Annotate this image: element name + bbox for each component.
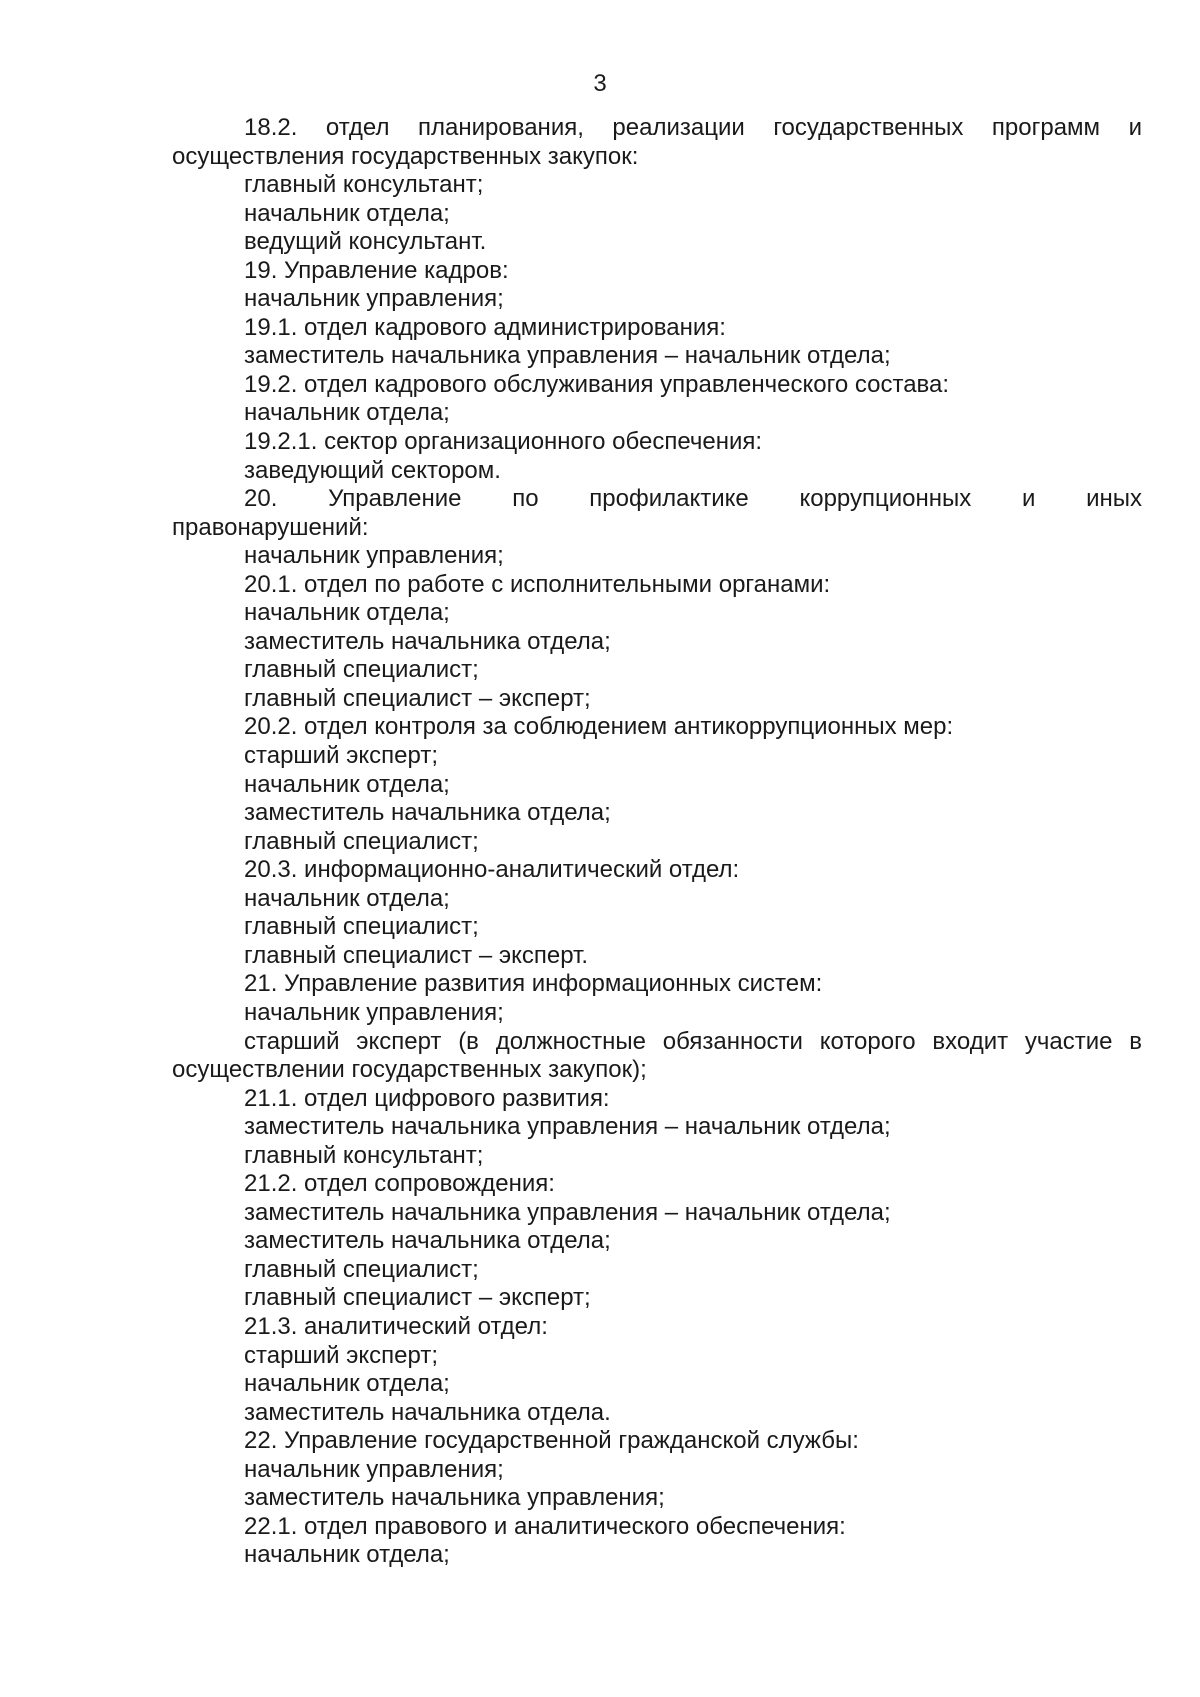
text-line: начальник отдела; bbox=[244, 399, 450, 427]
text-line: заместитель начальника отдела; bbox=[244, 627, 611, 655]
text-line: заместитель начальника управления; bbox=[244, 1484, 665, 1512]
text-line: начальник отдела; bbox=[244, 770, 450, 798]
text-line: начальник отдела; bbox=[244, 199, 450, 227]
text-line: главный консультант; bbox=[244, 1141, 484, 1169]
text-line: главный консультант; bbox=[244, 171, 484, 199]
text-line: ведущий консультант. bbox=[244, 228, 487, 256]
text-line: правонарушений: bbox=[172, 513, 369, 541]
text-line: главный специалист – эксперт; bbox=[244, 1284, 591, 1312]
text-line: 20.3. информационно-аналитический отдел: bbox=[244, 856, 740, 884]
text-line: старший эксперт (в должностные обязанности которого входит участие в bbox=[244, 1027, 1142, 1055]
text-line: осуществления государственных закупок: bbox=[172, 142, 639, 170]
text-line: начальник отдела; bbox=[244, 599, 450, 627]
text-line: 20.1. отдел по работе с исполнительными органами: bbox=[244, 570, 831, 598]
text-line: 19.2. отдел кадрового обслуживания управленческого состава: bbox=[244, 370, 950, 398]
text-line: заместитель начальника управления – начальник отдела; bbox=[244, 1113, 891, 1141]
text-line: главный специалист; bbox=[244, 827, 479, 855]
text-line: осуществлении государственных закупок); bbox=[172, 1056, 647, 1084]
text-line: начальник отдела; bbox=[244, 1370, 450, 1398]
text-line: заместитель начальника управления – начальник отдела; bbox=[244, 1198, 891, 1226]
text-line: главный специалист – эксперт; bbox=[244, 684, 591, 712]
text-line: начальник отдела; bbox=[244, 884, 450, 912]
text-line: начальник управления; bbox=[244, 998, 504, 1026]
text-line: заместитель начальника отдела; bbox=[244, 799, 611, 827]
text-line: 21.3. аналитический отдел: bbox=[244, 1312, 548, 1340]
text-line: 21. Управление развития информационных систем: bbox=[244, 970, 823, 998]
text-line: заведующий сектором. bbox=[244, 456, 501, 484]
page-number: 3 bbox=[593, 70, 607, 97]
text-line: заместитель начальника отдела. bbox=[244, 1398, 611, 1426]
text-line: старший эксперт; bbox=[244, 1341, 438, 1369]
text-line: главный специалист; bbox=[244, 656, 479, 684]
text-line: 22. Управление государственной гражданской службы: bbox=[244, 1427, 859, 1455]
text-line: старший эксперт; bbox=[244, 742, 438, 770]
text-line: главный специалист – эксперт. bbox=[244, 941, 589, 969]
text-line: начальник отдела; bbox=[244, 1541, 450, 1569]
text-line: начальник управления; bbox=[244, 542, 504, 570]
text-line: 18.2. отдел планирования, реализации государственных программ и bbox=[244, 114, 1142, 141]
text-line: начальник управления; bbox=[244, 285, 504, 313]
document-body bbox=[172, 114, 1142, 1570]
text-line: 21.1. отдел цифрового развития: bbox=[244, 1084, 610, 1112]
text-line: начальник управления; bbox=[244, 1455, 504, 1483]
text-line: заместитель начальника отдела; bbox=[244, 1227, 611, 1255]
text-line: 19. Управление кадров: bbox=[244, 256, 509, 284]
text-line: заместитель начальника управления – начальник отдела; bbox=[244, 342, 891, 370]
text-line: 19.2.1. сектор организационного обеспечения: bbox=[244, 428, 763, 456]
text-line: 22.1. отдел правового и аналитического обеспечения: bbox=[244, 1512, 846, 1540]
text-line: 19.1. отдел кадрового администрирования: bbox=[244, 313, 726, 341]
text-line: 20.2. отдел контроля за соблюдением антикоррупционных мер: bbox=[244, 713, 954, 741]
text-line: 21.2. отдел сопровождения: bbox=[244, 1170, 555, 1198]
text-line: главный специалист; bbox=[244, 913, 479, 941]
text-line: главный специалист; bbox=[244, 1255, 479, 1283]
text-line: 20. Управление по профилактике коррупционных и иных bbox=[244, 485, 1142, 513]
